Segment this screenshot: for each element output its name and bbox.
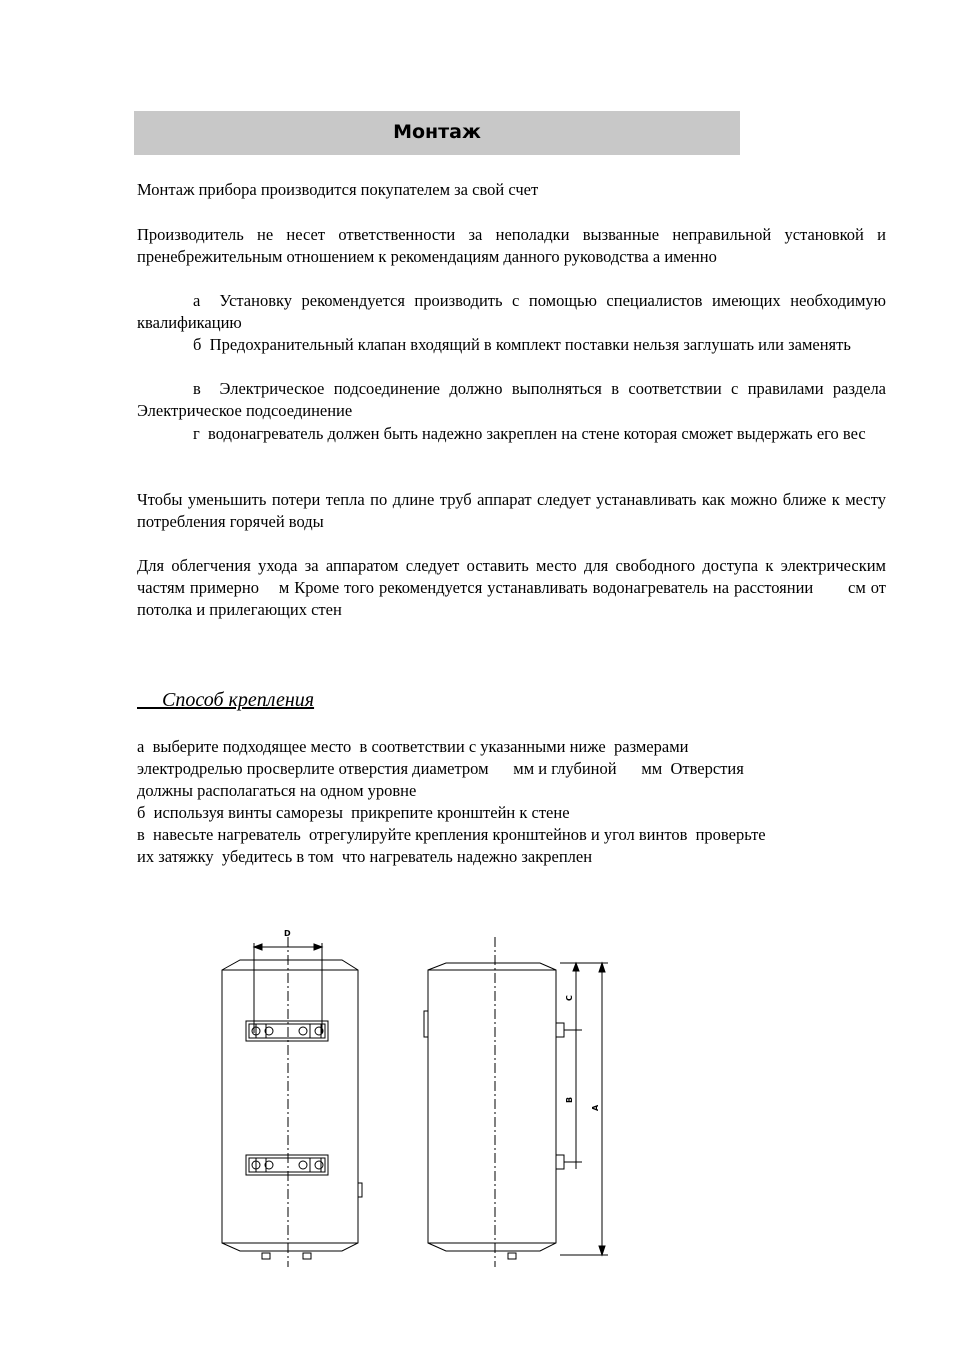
list-item-text: Электрическое подсоединение должно выполняться в соответствии с правилами раздела Электрическое подсоединение — [137, 379, 919, 420]
mounting-line: их затяжку убедитесь в том что нагреватель надежно закреплен — [137, 847, 593, 866]
list-item-letter: г — [193, 424, 200, 443]
section-header — [134, 111, 740, 155]
list-item-c — [137, 378, 919, 422]
water-heater-drawing — [200, 925, 630, 1270]
dimension-label-d: D — [284, 929, 291, 938]
mounting-line: а выберите подходящее место в соответствии с указанными ниже размерами — [137, 737, 689, 756]
mounting-line: электродрелью просверлите отверстия диаметром мм и глубиной мм Отверстия — [137, 759, 744, 778]
mounting-line: в навесьте нагреватель отрегулируйте крепления кронштейнов и угол винтов проверьте — [137, 825, 766, 844]
list-item-b — [137, 334, 886, 356]
list-item-text: Установку рекомендуется производить с помощью специалистов имеющих необходимую квалификацию — [137, 291, 887, 332]
dimension-label-a: A — [591, 1104, 600, 1111]
section-title: Монтаж — [393, 121, 481, 143]
paragraph-access-space: Для облегчения ухода за аппаратом следует оставить место для свободного доступа к электрическим частям примерно м Кроме того рекомендуется устанавливать водонагреватель на расстоянии см от потолка и прилегающих стен — [137, 556, 891, 619]
paragraph-heat-loss: Чтобы уменьшить потери тепла по длине труб аппарат следует устанавливать как можно ближе к месту потребления горячей воды — [137, 490, 886, 531]
front-view — [222, 937, 362, 1267]
dimension-label-b: B — [565, 1096, 574, 1103]
side-view — [424, 937, 608, 1267]
list-item-letter: а — [193, 291, 201, 310]
list-item-text: Предохранительный клапан входящий в комплект поставки нельзя заглушать или заменять — [209, 335, 851, 354]
list-item-text: водонагреватель должен быть надежно закреплен на стене которая сможет выдержать его вес — [208, 424, 866, 443]
list-item-d — [137, 423, 886, 445]
mounting-line: б используя винты саморезы прикрепите кронштейн к стене — [137, 803, 570, 822]
list-item-letter: б — [193, 335, 202, 354]
dimension-label-c: C — [565, 995, 574, 1001]
list-item-a — [137, 290, 886, 334]
list-item-letter: в — [193, 379, 201, 398]
paragraph-installation-cost: Монтаж прибора производится покупателем за свой счет — [137, 180, 539, 199]
mounting-line: должны располагаться на одном уровне — [137, 781, 417, 800]
mounting-steps — [137, 736, 897, 868]
mounting-method-title: Способ крепления — [137, 689, 315, 711]
paragraph-responsibility: Производитель не несет ответственности за неполадки вызванные неправильной установкой и пренебрежительным отношением к рекомендациям данного руководства а именно — [137, 225, 886, 266]
